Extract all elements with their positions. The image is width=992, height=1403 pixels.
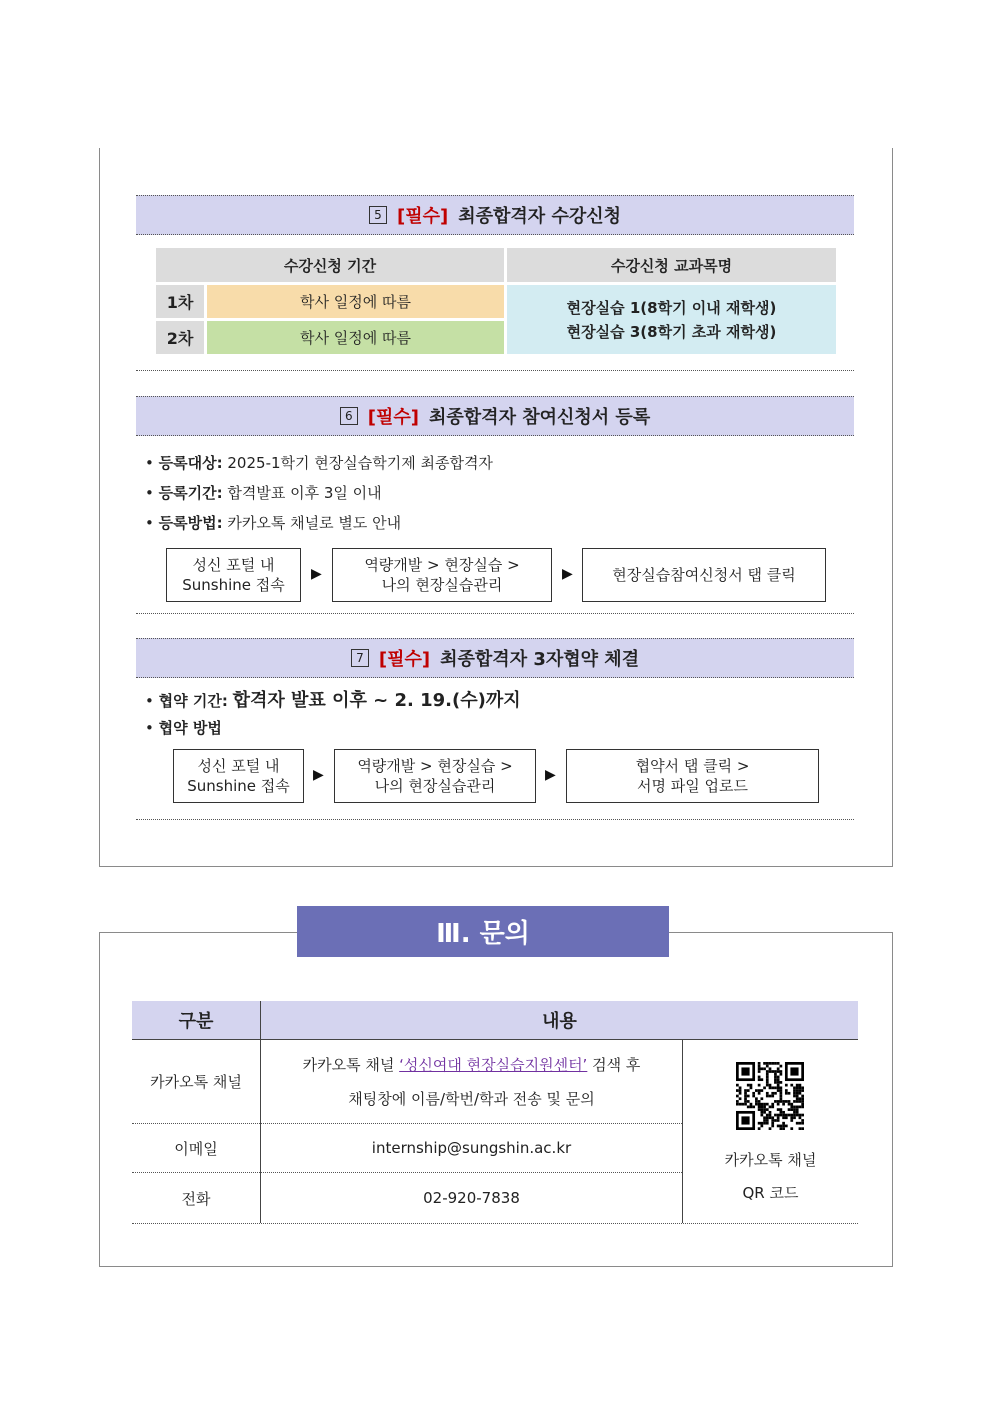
- section-title: 최종합격자 3자협약 체결: [440, 649, 640, 670]
- arrow-right-icon: ▶: [311, 566, 322, 582]
- step-text: 나의 현장실습관리: [374, 777, 496, 795]
- required-tag: [필수]: [378, 649, 431, 670]
- flow-step-menu: [334, 749, 536, 803]
- section-6-header: [136, 396, 854, 436]
- list-item: [145, 452, 493, 473]
- row2-value: 학사 일정에 따름: [207, 321, 504, 354]
- item-value: 합격자 발표 이후 ~ 2. 19.(수)까지: [232, 690, 521, 711]
- row2-label: 2차: [156, 321, 204, 354]
- header-course: 수강신청 교과목명: [507, 248, 836, 282]
- list-item: [145, 512, 401, 533]
- step-text: 성신 포털 내: [197, 757, 280, 775]
- item-text: 합격발표 이후 3일 이내: [227, 484, 382, 502]
- section-number: 6: [340, 407, 358, 425]
- required-tag: [필수]: [397, 206, 449, 227]
- item-label: 등록방법:: [158, 514, 223, 532]
- kakao-line-1: [303, 1048, 641, 1082]
- item-label: 협약 기간:: [158, 692, 228, 710]
- divider: [136, 819, 854, 820]
- email-label: 이메일: [174, 1139, 218, 1158]
- step-text: 협약서 탭 클릭 >: [635, 757, 750, 775]
- step-text: 나의 현장실습관리: [381, 576, 503, 594]
- course-cell: [507, 285, 836, 354]
- course-1: 현장실습 1(8학기 이내 재학생): [566, 298, 777, 317]
- phone-number: 02-920-7838: [423, 1189, 520, 1207]
- section-5-header: [136, 195, 854, 235]
- kakao-text: 카카오톡 채널: [302, 1055, 395, 1074]
- list-item: [145, 482, 382, 503]
- item-label: 등록대상:: [158, 454, 223, 472]
- step-text: 역량개발 > 현장실습 >: [364, 556, 520, 574]
- qr-cell: [683, 1040, 858, 1223]
- bullet: •: [145, 514, 154, 532]
- kakao-line-2: 채팅창에 이름/학번/학과 전송 및 문의: [348, 1089, 595, 1108]
- required-tag: [필수]: [367, 407, 420, 428]
- contact-title: Ⅲ. 문의: [297, 906, 669, 957]
- contact-table: [132, 1001, 858, 1223]
- bullet: •: [145, 454, 154, 472]
- qr-caption: [683, 1144, 858, 1210]
- divider: [136, 370, 854, 371]
- header-period: 수강신청 기간: [156, 248, 504, 282]
- bullet: •: [145, 692, 154, 710]
- arrow-right-icon: ▶: [545, 767, 556, 783]
- item-text: 2025-1학기 현장실습학기제 최종합격자: [227, 454, 493, 472]
- flow-step-tab: [582, 548, 826, 602]
- row1-label: 1차: [156, 285, 204, 318]
- bullet: •: [145, 719, 154, 737]
- divider: [136, 613, 854, 614]
- list-item: [145, 717, 222, 738]
- item-label: 등록기간:: [158, 484, 223, 502]
- list-item: [145, 686, 521, 712]
- section-number: 7: [351, 649, 369, 667]
- section-7-header: [136, 638, 854, 678]
- kakao-label: 카카오톡 채널: [150, 1073, 242, 1091]
- arrow-right-icon: ▶: [562, 566, 573, 582]
- phone-label: 전화: [181, 1189, 211, 1208]
- qr-caption-line: QR 코드: [742, 1184, 799, 1202]
- course-2: 현장실습 3(8학기 초과 재학생): [566, 322, 777, 341]
- qr-code-icon[interactable]: [736, 1062, 804, 1130]
- step-text: 성신 포털 내: [192, 556, 275, 574]
- section-title: 최종합격자 참여신청서 등록: [429, 407, 651, 428]
- qr-caption-line: 카카오톡 채널: [724, 1151, 817, 1169]
- step-text: Sunshine 접속: [182, 576, 285, 594]
- arrow-right-icon: ▶: [313, 767, 324, 783]
- email-link[interactable]: internship@sungshin.ac.kr: [371, 1139, 572, 1157]
- step-text: 서명 파일 업로드: [637, 777, 748, 795]
- bullet: •: [145, 484, 154, 502]
- kakao-text: 검색 후: [592, 1055, 641, 1074]
- step-text: 현장실습참여신청서 탭 클릭: [612, 566, 796, 584]
- step-text: Sunshine 접속: [187, 777, 290, 795]
- item-text: 카카오톡 채널로 별도 안내: [227, 514, 402, 532]
- flow-step-portal: [166, 548, 301, 602]
- section-number: 5: [369, 206, 387, 224]
- row1-value: 학사 일정에 따름: [207, 285, 504, 318]
- header-content: 내용: [261, 1001, 858, 1039]
- registration-table: [156, 248, 836, 354]
- header-type: 구분: [132, 1001, 260, 1039]
- step-text: 역량개발 > 현장실습 >: [357, 757, 513, 775]
- section-title: 최종합격자 수강신청: [458, 206, 621, 227]
- flow-step-menu: [332, 548, 552, 602]
- flow-step-upload: [566, 749, 819, 803]
- kakao-channel-link[interactable]: ‘성신여대 현장실습지원센터’: [399, 1055, 588, 1074]
- item-label: 협약 방법: [158, 719, 222, 737]
- kakao-content: [261, 1040, 682, 1123]
- flow-step-portal: [173, 749, 304, 803]
